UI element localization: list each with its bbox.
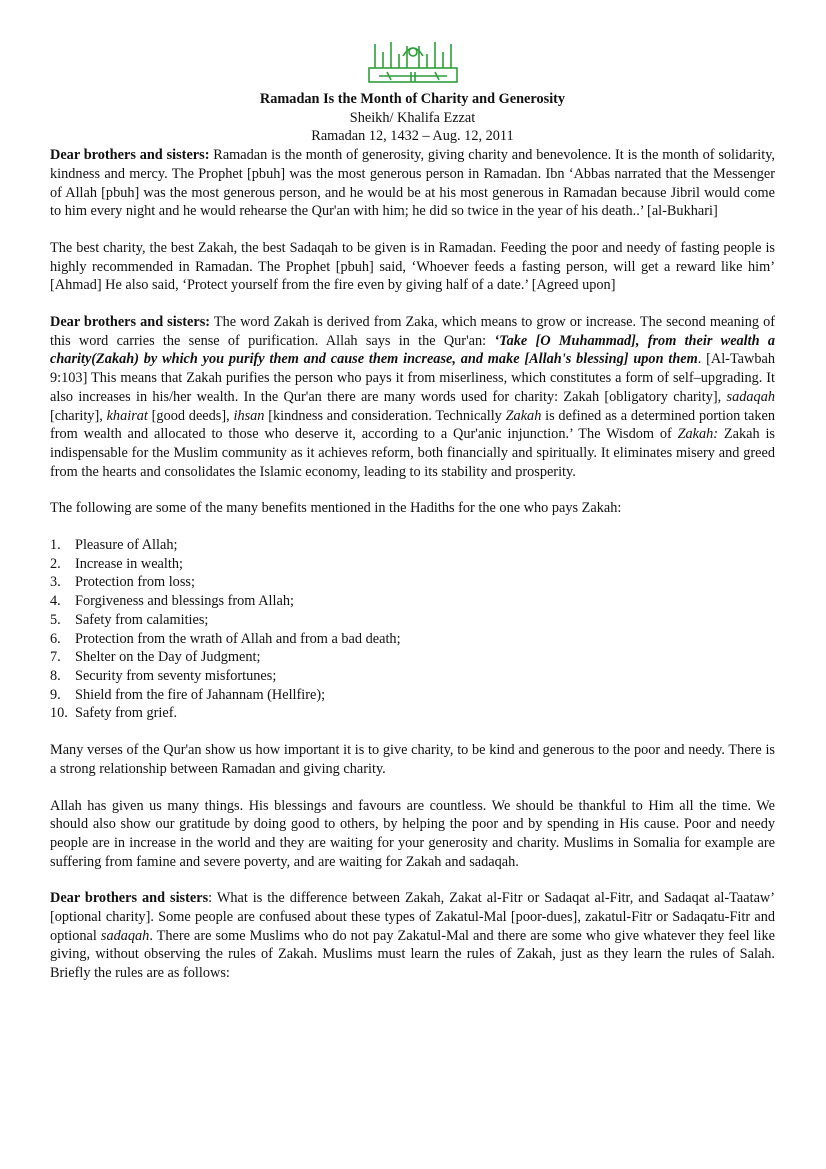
list-item (50, 686, 775, 705)
paragraph-lead: Dear brothers and sisters: (50, 147, 210, 164)
paragraph-1 (50, 146, 775, 221)
list-text: Safety from grief. (75, 705, 178, 722)
list-number: 1. (50, 537, 61, 554)
date-line: Ramadan 12, 1432 – Aug. 12, 2011 (311, 128, 514, 145)
list-text: Protection from the wrath of Allah and from a bad death; (75, 630, 401, 647)
paragraph-lead: Dear brothers and sisters: (50, 314, 211, 331)
paragraph-4: The following are some of the many benefits mentioned in the Hadiths for the one who pays Zakah: (50, 500, 622, 517)
list-number: 4. (50, 593, 61, 610)
document-title: Ramadan Is the Month of Charity and Generosity (259, 91, 566, 107)
paragraph-lead: Dear brothers and sisters (50, 890, 209, 907)
quran-quote: ‘Take [O Muhammad], from their wealth a charity(Zakah) by which you purify them and cause them increase, and make [Allah's blessing] upon them (50, 332, 775, 368)
list-text: Shelter on the Day of Judgment; (75, 649, 261, 666)
list-text: Protection from loss; (75, 574, 195, 591)
list-number: 2. (50, 555, 61, 572)
list-number: 10. (50, 705, 68, 722)
benefits-list (50, 536, 775, 723)
list-text: Forgiveness and blessings from Allah; (75, 593, 294, 610)
list-number: 9. (50, 686, 61, 703)
list-number: 3. (50, 574, 61, 591)
paragraph-text: : What is the difference between Zakah, Zakat al-Fitr or Sadaqat al-Fitr, and Sadaqat al-Taataw’ [optional charity]. Some people are confused about these types of Zakatul-Mal [poor-dues], zakatul-Fitr or Sadaqatu-Fitr and optional (50, 890, 775, 944)
list-text: Security from seventy misfortunes; (75, 667, 277, 684)
italic-term: ihsan (233, 407, 265, 424)
list-text: Increase in wealth; (75, 555, 183, 572)
list-number: 6. (50, 630, 61, 647)
italic-term: Zakah (505, 407, 542, 424)
arabic-calligraphy-logo (365, 38, 461, 86)
italic-term: Zakah: (677, 426, 719, 443)
paragraph-6: Allah has given us many things. His blessings and favours are countless. We should be thankful to Him all the time. We should also show our gratitude by doing good to others, by helping the poor and by spending in His cause. Poor and needy people are in increase in the world and they are waiting for your generosity and charity. Muslims in Somalia for example are suffering from famine and severe poverty, and are waiting for Zakah and sadaqah. (50, 797, 775, 870)
list-item (50, 536, 775, 555)
list-item (50, 667, 775, 686)
list-item (50, 555, 775, 574)
list-text: Shield from the fire of Jahannam (Hellfire); (75, 686, 326, 703)
paragraph-5: Many verses of the Qur'an show us how important it is to give charity, to be kind and generous to the poor and needy. There is a strong relationship between Ramadan and giving charity. (50, 742, 775, 777)
list-item (50, 573, 775, 592)
list-text: Safety from calamities; (75, 611, 209, 628)
list-number: 8. (50, 667, 61, 684)
paragraph-text: [charity], (50, 407, 107, 424)
list-item (50, 648, 775, 667)
paragraph-text: Ramadan is the month of generosity, giving charity and benevolence. It is the month of solidarity, kindness and mercy. The Prophet [pbuh] was the most generous person in Ramadan. Ibn ‘Abbas narrated that the Messenger of Allah [pbuh] was the most generous person, and he would be at his most generous in Ramadan because Jibril would come to him every night and he would rehearse the Qur'an with him; he did so twice in the year of his death..’ [al-Bukhari] (50, 147, 775, 220)
italic-term: sadaqah (100, 927, 150, 944)
paragraph-text: is defined as a determined portion taken from wealth and allocated to those who deserve it, according to a Qur'anic injunction.’ The Wisdom of (50, 407, 775, 443)
paragraph-7 (50, 889, 775, 983)
list-text: Pleasure of Allah; (75, 537, 178, 554)
paragraph-text: . There are some Muslims who do not pay Zakatul-Mal and there are some who give whatever they feel like giving, without observing the rules of Zakah. Muslims must learn the rules of Zakah, just as they learn the rules of Salah. Briefly the rules are as follows: (50, 927, 776, 982)
paragraph-3 (50, 313, 775, 481)
paragraph-text: Zakah is indispensable for the Muslim community as it achieves reform, both financially and spiritually. It eliminates misery and greed from the hearts and consolidates the Islamic economy, leading to its stability and prosperity. (50, 426, 775, 480)
italic-term: khairat (106, 407, 148, 424)
paragraph-text: The word Zakah is derived from Zaka, which means to grow or increase. The second meaning of this word carries the sense of purification. Allah says in the Qur'an: (50, 314, 776, 349)
italic-term: sadaqah (726, 388, 775, 405)
paragraph-2: The best charity, the best Zakah, the best Sadaqah to be given is in Ramadan. Feeding the poor and needy of fasting people is highly recommended in Ramadan. The Prophet [pbuh] said, ‘Whoever feeds a fasting person, will get a reward like him’ [Ahmad] He also said, ‘Protect yourself from the fire even by giving half of a date.’ [Agreed upon] (50, 239, 775, 294)
paragraph-text: . [Al-Tawbah 9:103] This means that Zakah purifies the person who pays it from miserliness, which constitutes a form of self–upgrading. It also increases in his/her wealth. In the Qur'an there are many words used for charity: Zakah [obligatory charity], (50, 351, 775, 405)
list-item (50, 704, 775, 723)
list-number: 5. (50, 611, 61, 628)
list-number: 7. (50, 649, 61, 666)
list-item (50, 592, 775, 611)
list-item (50, 630, 775, 649)
paragraph-text: [good deeds], (147, 407, 234, 424)
author-line: Sheikh/ Khalifa Ezzat (349, 109, 476, 126)
list-item (50, 611, 775, 630)
document-page (50, 38, 775, 983)
paragraph-text: [kindness and consideration. Technically (264, 407, 506, 424)
